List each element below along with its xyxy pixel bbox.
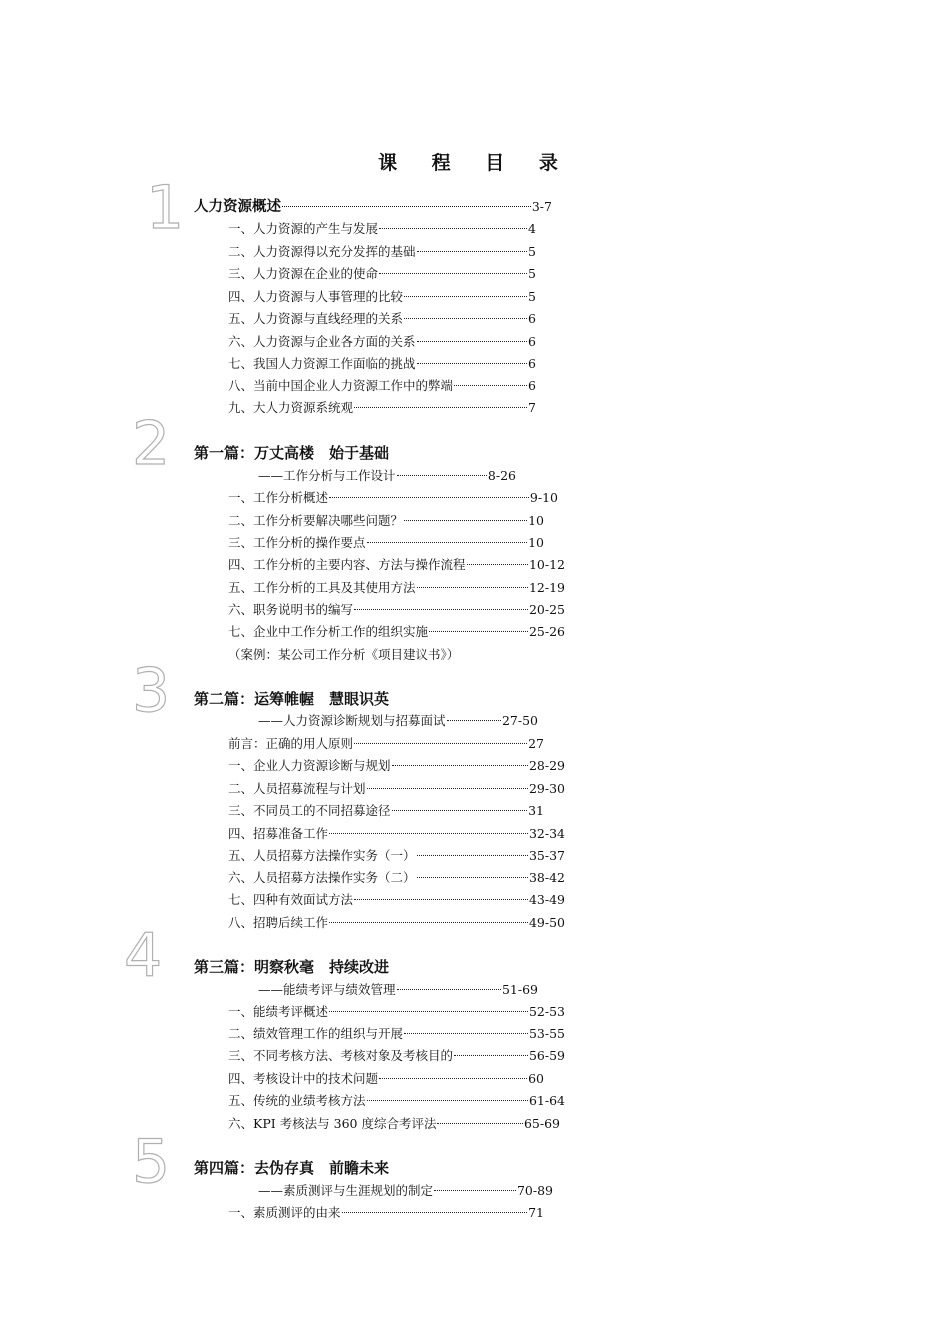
toc-entry[interactable]: 八、当前中国企业人力资源工作中的弊端 6 <box>228 378 536 393</box>
toc-entry[interactable]: 七、我国人力资源工作面临的挑战 6 <box>228 356 536 371</box>
section-heading: 人力资源概述 <box>194 199 281 215</box>
section-heading-row <box>194 197 552 217</box>
section-number-2: 2 <box>132 409 171 479</box>
toc-entry[interactable]: 五、工作分析的工具及其使用方法 12-19 <box>228 580 565 595</box>
section-pages: 3-7 <box>531 199 552 214</box>
section-heading: 第三篇：明察秋毫 持续改进 <box>194 958 390 976</box>
case-note: （案例：某公司工作分析《项目建议书》） <box>228 647 460 662</box>
toc-entry[interactable]: 四、工作分析的主要内容、方法与操作流程 10-12 <box>228 557 565 572</box>
toc-entry[interactable]: 四、考核设计中的技术问题 60 <box>228 1071 544 1086</box>
toc-entry[interactable]: 七、企业中工作分析工作的组织实施 25-26 <box>228 624 565 639</box>
page-title: 课 程 目 录 <box>378 152 572 174</box>
toc-entry[interactable]: 二、人力资源得以充分发挥的基础 5 <box>228 244 536 259</box>
section-number-1: 1 <box>146 173 185 243</box>
toc-entry[interactable]: 二、工作分析要解决哪些问题？ 10 <box>228 513 544 528</box>
toc-entry[interactable]: 六、人力资源与企业各方面的关系 6 <box>228 334 536 349</box>
toc-entry[interactable]: 二、绩效管理工作的组织与开展 53-55 <box>228 1026 565 1041</box>
section-subtitle: ——素质测评与生涯规划的制定 70-89 <box>258 1183 553 1198</box>
toc-entry[interactable]: 四、招募准备工作 32-34 <box>228 826 565 841</box>
toc-entry[interactable]: 二、人员招募流程与计划 29-30 <box>228 781 565 796</box>
toc-entry[interactable]: 五、传统的业绩考核方法 61-64 <box>228 1093 565 1108</box>
section-number-5: 5 <box>132 1127 171 1197</box>
section-heading: 第四篇：去伪存真 前瞻未来 <box>194 1159 390 1177</box>
toc-entry[interactable]: 一、能绩考评概述 52-53 <box>228 1004 565 1019</box>
toc-entry[interactable]: 一、素质测评的由来 71 <box>228 1205 544 1220</box>
toc-entry[interactable]: 三、人力资源在企业的使命 5 <box>228 266 536 281</box>
toc-entry[interactable]: 六、职务说明书的编写 20-25 <box>228 602 565 617</box>
section-number-4: 4 <box>124 921 163 991</box>
toc-entry[interactable]: 一、人力资源的产生与发展 4 <box>228 221 536 236</box>
toc-entry[interactable]: 四、人力资源与人事管理的比较 5 <box>228 289 536 304</box>
toc-entry[interactable]: 五、人力资源与直线经理的关系 6 <box>228 311 536 326</box>
section-subtitle: ——人力资源诊断规划与招募面试 27-50 <box>258 713 538 728</box>
section-subtitle: ——能绩考评与绩效管理 51-69 <box>258 982 538 997</box>
section-heading: 第一篇：万丈高楼 始于基础 <box>194 444 390 462</box>
section-number-3: 3 <box>132 656 171 726</box>
toc-entry[interactable]: 三、不同考核方法、考核对象及考核目的 56-59 <box>228 1048 565 1063</box>
section-heading: 第二篇：运筹帷幄 慧眼识英 <box>194 690 390 708</box>
toc-entry[interactable]: 前言：正确的用人原则 27 <box>228 736 544 751</box>
section-subtitle: ——工作分析与工作设计 8-26 <box>258 468 516 483</box>
toc-entry[interactable]: 三、工作分析的操作要点 10 <box>228 535 544 550</box>
toc-entry[interactable]: 八、招聘后续工作 49-50 <box>228 915 565 930</box>
toc-entry[interactable]: 九、大人力资源系统观 7 <box>228 400 536 415</box>
toc-entry[interactable]: 一、工作分析概述 9-10 <box>228 490 558 505</box>
toc-entry[interactable]: 一、企业人力资源诊断与规划 28-29 <box>228 758 565 773</box>
toc-entry[interactable]: 六、人员招募方法操作实务（二） 38-42 <box>228 870 565 885</box>
toc-entry[interactable]: 五、人员招募方法操作实务（一） 35-37 <box>228 848 565 863</box>
toc-entry[interactable]: 三、不同员工的不同招募途径 31 <box>228 803 544 818</box>
toc-entry[interactable]: 六、KPI 考核法与 360 度综合考评法 65-69 <box>228 1116 560 1131</box>
toc-entry[interactable]: 七、四种有效面试方法 43-49 <box>228 892 565 907</box>
